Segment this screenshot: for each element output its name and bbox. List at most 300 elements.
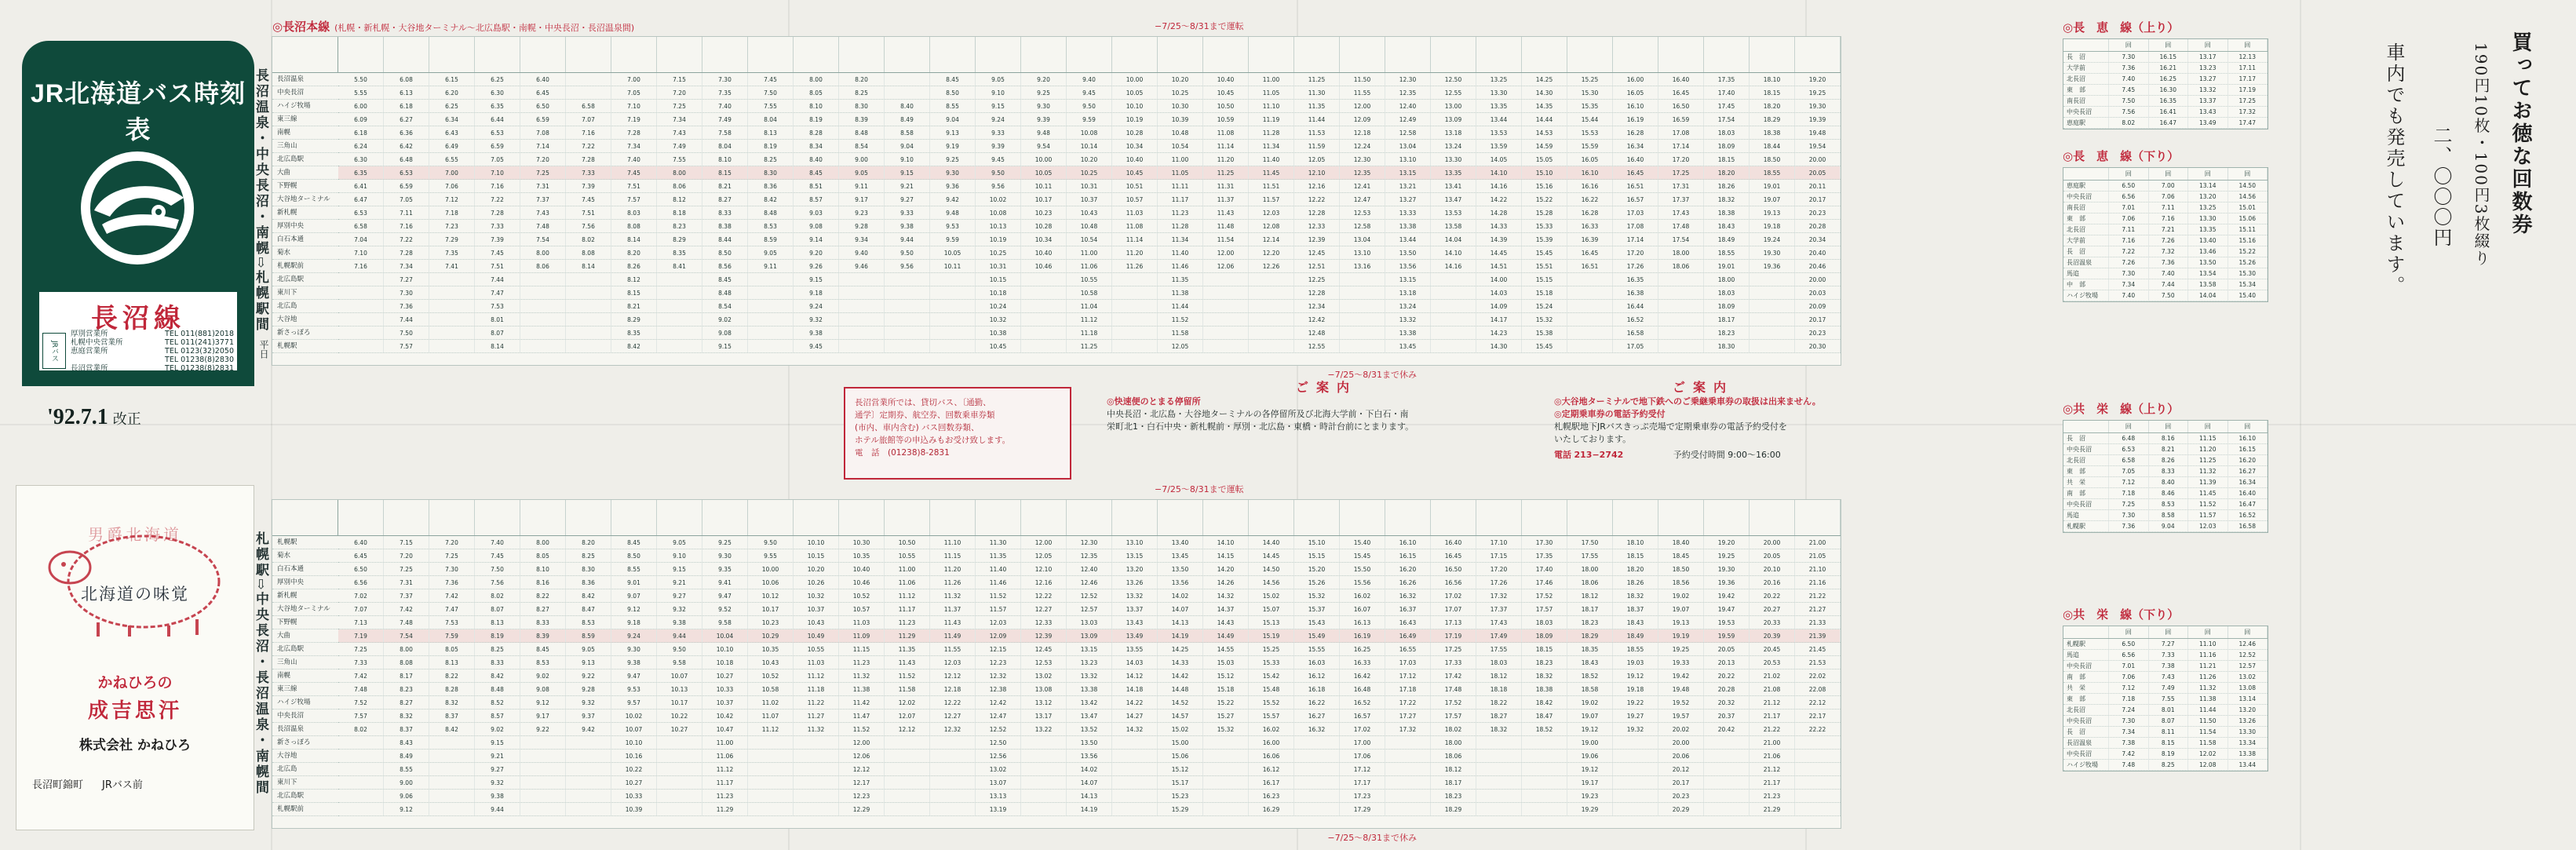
- time-cell: 13.58: [2188, 279, 2228, 290]
- time-cell: 13.03: [1067, 616, 1112, 629]
- station-name: 札幌駅前: [272, 803, 338, 816]
- time-cell: 15.02: [1249, 589, 1294, 602]
- time-cell: 7.36: [2109, 521, 2149, 531]
- time-cell: 10.35: [839, 549, 885, 562]
- time-cell: [1431, 300, 1476, 312]
- time-cell: [885, 273, 930, 286]
- time-cell: 8.46: [2149, 488, 2189, 498]
- time-cell: 11.47: [839, 710, 885, 722]
- time-cell: 12.34: [1294, 300, 1340, 312]
- time-cell: 9.24: [611, 629, 657, 642]
- time-cell: 12.05: [1294, 153, 1340, 166]
- time-cell: 20.33: [1750, 616, 1795, 629]
- time-cell: 9.56: [976, 180, 1021, 192]
- time-cell: 16.37: [1385, 603, 1431, 615]
- time-cell: 7.11: [384, 206, 429, 219]
- timetable-header: [338, 37, 1841, 73]
- time-cell: 10.54: [1158, 140, 1203, 152]
- time-cell: 18.38: [1522, 683, 1567, 695]
- time-cell: 22.17: [1795, 710, 1841, 722]
- time-cell: 15.25: [1567, 73, 1613, 86]
- time-cell: 16.22: [1294, 696, 1340, 709]
- time-cell: 14.42: [1158, 669, 1203, 682]
- time-cell: 6.24: [338, 140, 384, 152]
- station-name: 長沼温泉: [2063, 738, 2109, 748]
- time-cell: 16.38: [1613, 286, 1658, 299]
- time-cell: 10.32: [976, 313, 1021, 326]
- time-cell: 7.39: [566, 180, 611, 192]
- time-cell: 13.44: [1476, 113, 1522, 126]
- time-cell: 7.38: [2109, 738, 2149, 748]
- time-cell: 12.09: [1340, 113, 1385, 126]
- time-cell: 19.20: [1704, 536, 1750, 549]
- trip-column-header: [839, 500, 885, 535]
- time-cell: 8.45: [794, 166, 839, 179]
- time-cell: 9.59: [1067, 113, 1112, 126]
- time-cell: [1203, 286, 1249, 299]
- time-cell: [1203, 300, 1249, 312]
- time-cell: 17.20: [1658, 153, 1704, 166]
- table-row: [338, 696, 1841, 710]
- trip-column-header: [520, 37, 566, 72]
- time-cell: [1658, 286, 1704, 299]
- time-cell: 7.57: [338, 710, 384, 722]
- time-cell: 17.02: [1431, 589, 1476, 602]
- trip-column-header: [1704, 500, 1750, 535]
- time-cell: 7.47: [475, 286, 520, 299]
- table-row: [338, 153, 1841, 166]
- time-cell: 7.52: [338, 696, 384, 709]
- time-cell: [1021, 340, 1067, 352]
- time-cell: 13.47: [1067, 710, 1112, 722]
- cover-panel: [0, 0, 271, 850]
- time-cell: [1112, 750, 1158, 762]
- table-row: [2063, 63, 2268, 74]
- time-cell: 6.47: [338, 193, 384, 206]
- table-row: [2063, 235, 2268, 246]
- time-cell: 8.32: [429, 696, 475, 709]
- time-cell: 7.19: [611, 113, 657, 126]
- table-row: [338, 549, 1841, 563]
- time-cell: [429, 736, 475, 749]
- time-cell: 14.13: [1158, 616, 1203, 629]
- time-cell: 12.22: [1294, 193, 1340, 206]
- time-cell: 16.16: [1567, 180, 1613, 192]
- time-cell: 12.49: [1385, 113, 1431, 126]
- time-cell: [1112, 790, 1158, 802]
- time-cell: 14.59: [1522, 140, 1567, 152]
- time-cell: 14.57: [1158, 710, 1203, 722]
- trip-column-header: [794, 37, 839, 72]
- brand-title: JR北海道バス時刻表: [31, 79, 246, 144]
- time-cell: 7.42: [384, 603, 429, 615]
- time-cell: [657, 776, 702, 789]
- table-row: [2063, 246, 2268, 257]
- time-cell: 10.13: [976, 220, 1021, 232]
- table-row: [338, 286, 1841, 300]
- station-name: ハイジ牧場: [2063, 290, 2109, 301]
- station-name: 北広島駅: [272, 643, 338, 656]
- time-cell: 10.45: [1203, 86, 1249, 99]
- time-cell: [1203, 340, 1249, 352]
- time-cell: 12.27: [930, 710, 976, 722]
- time-cell: 7.16: [338, 260, 384, 272]
- timetable-corner: [272, 37, 338, 73]
- time-cell: 21.53: [1795, 656, 1841, 669]
- time-cell: [1613, 750, 1658, 762]
- trip-column-header: [885, 500, 930, 535]
- time-cell: [930, 340, 976, 352]
- table-row: [338, 723, 1841, 736]
- time-cell: 7.49: [702, 113, 748, 126]
- time-cell: 9.15: [794, 273, 839, 286]
- time-cell: 20.42: [1704, 723, 1750, 735]
- time-cell: 17.19: [1431, 629, 1476, 642]
- time-cell: 8.27: [384, 696, 429, 709]
- time-cell: 11.03: [794, 656, 839, 669]
- time-cell: 7.51: [475, 260, 520, 272]
- time-cell: 11.50: [2188, 716, 2228, 726]
- time-cell: 10.59: [1203, 113, 1249, 126]
- time-cell: 9.10: [885, 153, 930, 166]
- time-cell: 11.49: [930, 629, 976, 642]
- time-cell: 16.50: [1431, 563, 1476, 575]
- time-cell: 6.58: [338, 220, 384, 232]
- time-cell: 9.30: [1021, 100, 1067, 112]
- time-cell: 15.29: [1158, 803, 1203, 815]
- table-row: [338, 603, 1841, 616]
- station-name: 恵庭駅: [2063, 181, 2109, 191]
- time-cell: 11.08: [1203, 126, 1249, 139]
- time-cell: 10.11: [930, 260, 976, 272]
- time-cell: 7.07: [338, 603, 384, 615]
- time-cell: 7.18: [2109, 694, 2149, 704]
- time-cell: [1567, 286, 1613, 299]
- time-cell: 7.47: [429, 603, 475, 615]
- time-cell: 16.25: [2149, 74, 2189, 84]
- time-cell: 21.12: [1750, 763, 1795, 775]
- time-cell: [1249, 340, 1294, 352]
- time-cell: 13.40: [2188, 235, 2228, 246]
- time-cell: 15.33: [1522, 220, 1567, 232]
- time-cell: 12.53: [1340, 206, 1385, 219]
- timetable-grid: [338, 37, 1841, 353]
- table-row: [2063, 749, 2268, 760]
- time-cell: [520, 790, 566, 802]
- time-cell: 16.57: [1340, 710, 1385, 722]
- time-cell: 16.25: [1340, 643, 1385, 655]
- station-name: 中 部: [2063, 279, 2109, 290]
- time-cell: 13.23: [1067, 656, 1112, 669]
- station-name: 新さっぽろ: [272, 327, 338, 340]
- time-cell: 8.25: [475, 643, 520, 655]
- station-name: 北長沼: [2063, 74, 2109, 84]
- trip-column-header: [1067, 37, 1112, 72]
- time-cell: 13.58: [1431, 220, 1476, 232]
- station-name: 北長沼: [2063, 705, 2109, 715]
- time-cell: 19.48: [1795, 126, 1841, 139]
- time-cell: 6.50: [2109, 639, 2149, 649]
- station-name: 中央長沼: [2063, 107, 2109, 117]
- station-name: 南 部: [2063, 488, 2109, 498]
- time-cell: 8.58: [885, 126, 930, 139]
- time-cell: 9.32: [475, 776, 520, 789]
- trip-column-header: [839, 37, 885, 72]
- station-name: 北長沼: [2063, 224, 2109, 235]
- time-cell: 13.56: [1067, 750, 1112, 762]
- time-cell: 15.10: [1522, 166, 1567, 179]
- time-cell: 17.26: [1476, 576, 1522, 589]
- time-cell: 14.13: [1067, 790, 1112, 802]
- time-cell: [930, 763, 976, 775]
- time-cell: 10.28: [1021, 220, 1067, 232]
- time-cell: 7.32: [2149, 246, 2189, 257]
- time-cell: 8.00: [657, 166, 702, 179]
- time-cell: 9.04: [2149, 521, 2189, 531]
- trip-column-header: [1522, 37, 1567, 72]
- time-cell: 16.20: [2228, 455, 2268, 465]
- time-cell: 9.02: [475, 723, 520, 735]
- time-cell: [885, 327, 930, 339]
- time-cell: 8.01: [2149, 705, 2189, 715]
- time-cell: 18.22: [1476, 696, 1522, 709]
- time-cell: 8.29: [611, 313, 657, 326]
- time-cell: 9.20: [794, 246, 839, 259]
- time-cell: [566, 286, 611, 299]
- time-cell: 16.43: [1385, 616, 1431, 629]
- time-cell: 8.22: [520, 589, 566, 602]
- time-cell: 9.52: [702, 603, 748, 615]
- time-cell: 9.56: [885, 260, 930, 272]
- time-cell: 11.03: [1112, 206, 1158, 219]
- time-cell: 13.17: [2188, 52, 2228, 62]
- table-row: [338, 563, 1841, 576]
- time-cell: 7.42: [338, 669, 384, 682]
- time-cell: 13.54: [2188, 268, 2228, 279]
- time-cell: [748, 763, 794, 775]
- time-cell: 6.53: [338, 206, 384, 219]
- time-cell: 21.33: [1795, 616, 1841, 629]
- table-row: [338, 803, 1841, 816]
- time-cell: 16.55: [1385, 643, 1431, 655]
- time-cell: 11.03: [839, 616, 885, 629]
- time-cell: [1203, 736, 1249, 749]
- time-cell: 13.15: [1067, 643, 1112, 655]
- time-cell: [1203, 763, 1249, 775]
- time-cell: 18.55: [1613, 643, 1658, 655]
- time-cell: 12.42: [976, 696, 1021, 709]
- time-cell: 10.34: [1112, 140, 1158, 152]
- time-cell: [520, 750, 566, 762]
- route-table-choukei-up: [2063, 19, 2268, 130]
- time-cell: 18.50: [1750, 153, 1795, 166]
- time-cell: [520, 300, 566, 312]
- time-cell: 8.13: [475, 616, 520, 629]
- time-cell: 8.39: [520, 629, 566, 642]
- time-cell: 13.26: [1112, 576, 1158, 589]
- time-cell: 9.10: [976, 86, 1021, 99]
- time-cell: 12.52: [2228, 650, 2268, 660]
- table-row: [338, 233, 1841, 246]
- time-cell: 7.42: [429, 589, 475, 602]
- trip-column-header: [748, 500, 794, 535]
- table-row: [2063, 433, 2268, 444]
- time-cell: [429, 300, 475, 312]
- time-cell: 7.55: [2149, 694, 2189, 704]
- time-cell: 16.10: [2228, 433, 2268, 443]
- time-cell: 13.17: [1021, 710, 1067, 722]
- time-cell: 9.08: [702, 327, 748, 339]
- time-cell: 13.12: [1021, 696, 1067, 709]
- time-cell: 20.10: [1750, 563, 1795, 575]
- time-cell: 17.48: [1431, 683, 1476, 695]
- time-cell: 8.17: [384, 669, 429, 682]
- office-row: 厚別営業所 TEL 011(881)2018: [71, 330, 234, 338]
- time-cell: 10.25: [1158, 86, 1203, 99]
- timetable-grid: [338, 500, 1841, 816]
- time-cell: 9.30: [930, 166, 976, 179]
- time-cell: 8.36: [566, 576, 611, 589]
- time-cell: [930, 273, 976, 286]
- time-cell: 13.30: [2228, 727, 2268, 737]
- time-cell: 7.08: [520, 126, 566, 139]
- table-row: [338, 576, 1841, 589]
- time-cell: 22.08: [1795, 683, 1841, 695]
- office-row: 長沼営業所 TEL 01238(8)2831: [71, 364, 234, 373]
- time-cell: [338, 803, 384, 815]
- time-cell: [1750, 300, 1795, 312]
- time-cell: 9.54: [1021, 140, 1067, 152]
- time-cell: 10.29: [748, 629, 794, 642]
- time-cell: 8.45: [702, 273, 748, 286]
- table-row: [338, 100, 1841, 113]
- time-cell: 9.11: [839, 180, 885, 192]
- trip-column-header: [702, 37, 748, 72]
- time-cell: 11.30: [976, 536, 1021, 549]
- time-cell: 9.10: [657, 549, 702, 562]
- table-row: [2063, 499, 2268, 510]
- station-name: 白石本通: [272, 233, 338, 246]
- time-cell: 9.35: [702, 563, 748, 575]
- table-row: [338, 669, 1841, 683]
- time-cell: 18.58: [1567, 683, 1613, 695]
- trip-column-header: [930, 500, 976, 535]
- column-header: [2063, 421, 2109, 432]
- time-cell: [930, 736, 976, 749]
- time-cell: 14.19: [1067, 803, 1112, 815]
- time-cell: 9.30: [611, 643, 657, 655]
- time-cell: 15.30: [2228, 268, 2268, 279]
- station-name: 三角山: [272, 140, 338, 153]
- time-cell: 13.43: [2188, 107, 2228, 117]
- time-cell: 7.21: [2149, 224, 2189, 235]
- table-row: [2063, 118, 2268, 129]
- time-cell: 19.33: [1658, 656, 1704, 669]
- station-column: [272, 73, 338, 353]
- time-cell: 14.52: [1158, 696, 1203, 709]
- timetable-direction-label: 長沼温泉・中央長沼・南幌⇨札幌駅間: [253, 68, 268, 334]
- trip-column-header: [338, 500, 384, 535]
- table-row: [2063, 510, 2268, 521]
- time-cell: 6.30: [475, 86, 520, 99]
- time-cell: 10.10: [702, 643, 748, 655]
- time-cell: 7.20: [384, 549, 429, 562]
- station-name: 北広島: [272, 763, 338, 776]
- time-cell: 8.05: [794, 86, 839, 99]
- time-cell: 7.02: [338, 589, 384, 602]
- column-header: 回: [2109, 421, 2149, 432]
- time-cell: 13.27: [1385, 193, 1431, 206]
- time-cell: 17.17: [2228, 74, 2268, 84]
- time-cell: 16.32: [1385, 589, 1431, 602]
- time-cell: 8.57: [794, 193, 839, 206]
- table-row: [2063, 279, 2268, 290]
- time-cell: 18.18: [1476, 683, 1522, 695]
- time-cell: 22.22: [1795, 723, 1841, 735]
- trip-column-header: [1385, 500, 1431, 535]
- time-cell: 8.15: [2149, 738, 2189, 748]
- time-cell: 7.34: [2109, 279, 2149, 290]
- time-cell: 14.17: [1476, 313, 1522, 326]
- time-cell: 12.28: [1294, 286, 1340, 299]
- time-cell: 10.52: [839, 589, 885, 602]
- time-cell: 15.53: [1567, 126, 1613, 139]
- time-cell: 10.19: [1112, 113, 1158, 126]
- time-cell: 10.02: [611, 710, 657, 722]
- time-cell: [1704, 736, 1750, 749]
- time-cell: 8.42: [475, 669, 520, 682]
- time-cell: 10.40: [839, 563, 885, 575]
- time-cell: [1112, 736, 1158, 749]
- time-cell: 18.12: [1476, 669, 1522, 682]
- time-cell: 7.16: [2149, 213, 2189, 224]
- time-cell: 9.25: [1021, 86, 1067, 99]
- time-cell: 13.15: [1385, 166, 1431, 179]
- time-cell: 19.13: [1658, 616, 1704, 629]
- time-cell: 11.08: [1112, 220, 1158, 232]
- time-cell: 9.36: [930, 180, 976, 192]
- time-cell: 7.25: [338, 643, 384, 655]
- time-cell: 7.44: [475, 273, 520, 286]
- time-cell: 8.12: [657, 193, 702, 206]
- time-cell: 7.40: [611, 153, 657, 166]
- time-cell: [1203, 313, 1249, 326]
- time-cell: [1294, 763, 1340, 775]
- time-cell: 7.07: [566, 113, 611, 126]
- time-cell: 9.40: [839, 246, 885, 259]
- time-cell: 11.38: [839, 683, 885, 695]
- time-cell: 19.36: [1750, 260, 1795, 272]
- time-cell: 11.25: [1067, 340, 1112, 352]
- time-cell: 7.25: [2109, 499, 2149, 509]
- time-cell: 11.12: [794, 669, 839, 682]
- column-header: 回: [2149, 421, 2189, 432]
- time-cell: 7.50: [748, 86, 794, 99]
- time-cell: 14.48: [1158, 683, 1203, 695]
- time-cell: 8.45: [930, 73, 976, 86]
- office-row: 恵庭営業所 TEL 0123(32)2050: [71, 347, 234, 356]
- time-cell: 10.15: [976, 273, 1021, 286]
- trip-column-header: [1112, 500, 1158, 535]
- time-cell: 18.38: [1704, 206, 1750, 219]
- time-cell: 8.25: [839, 86, 885, 99]
- time-cell: 13.32: [1385, 313, 1431, 326]
- time-cell: 11.07: [748, 710, 794, 722]
- route-table-title: ◎長 恵 線（上り）: [2063, 20, 2180, 35]
- time-cell: 13.43: [1112, 616, 1158, 629]
- time-cell: 21.00: [1750, 736, 1795, 749]
- time-cell: 18.03: [1476, 656, 1522, 669]
